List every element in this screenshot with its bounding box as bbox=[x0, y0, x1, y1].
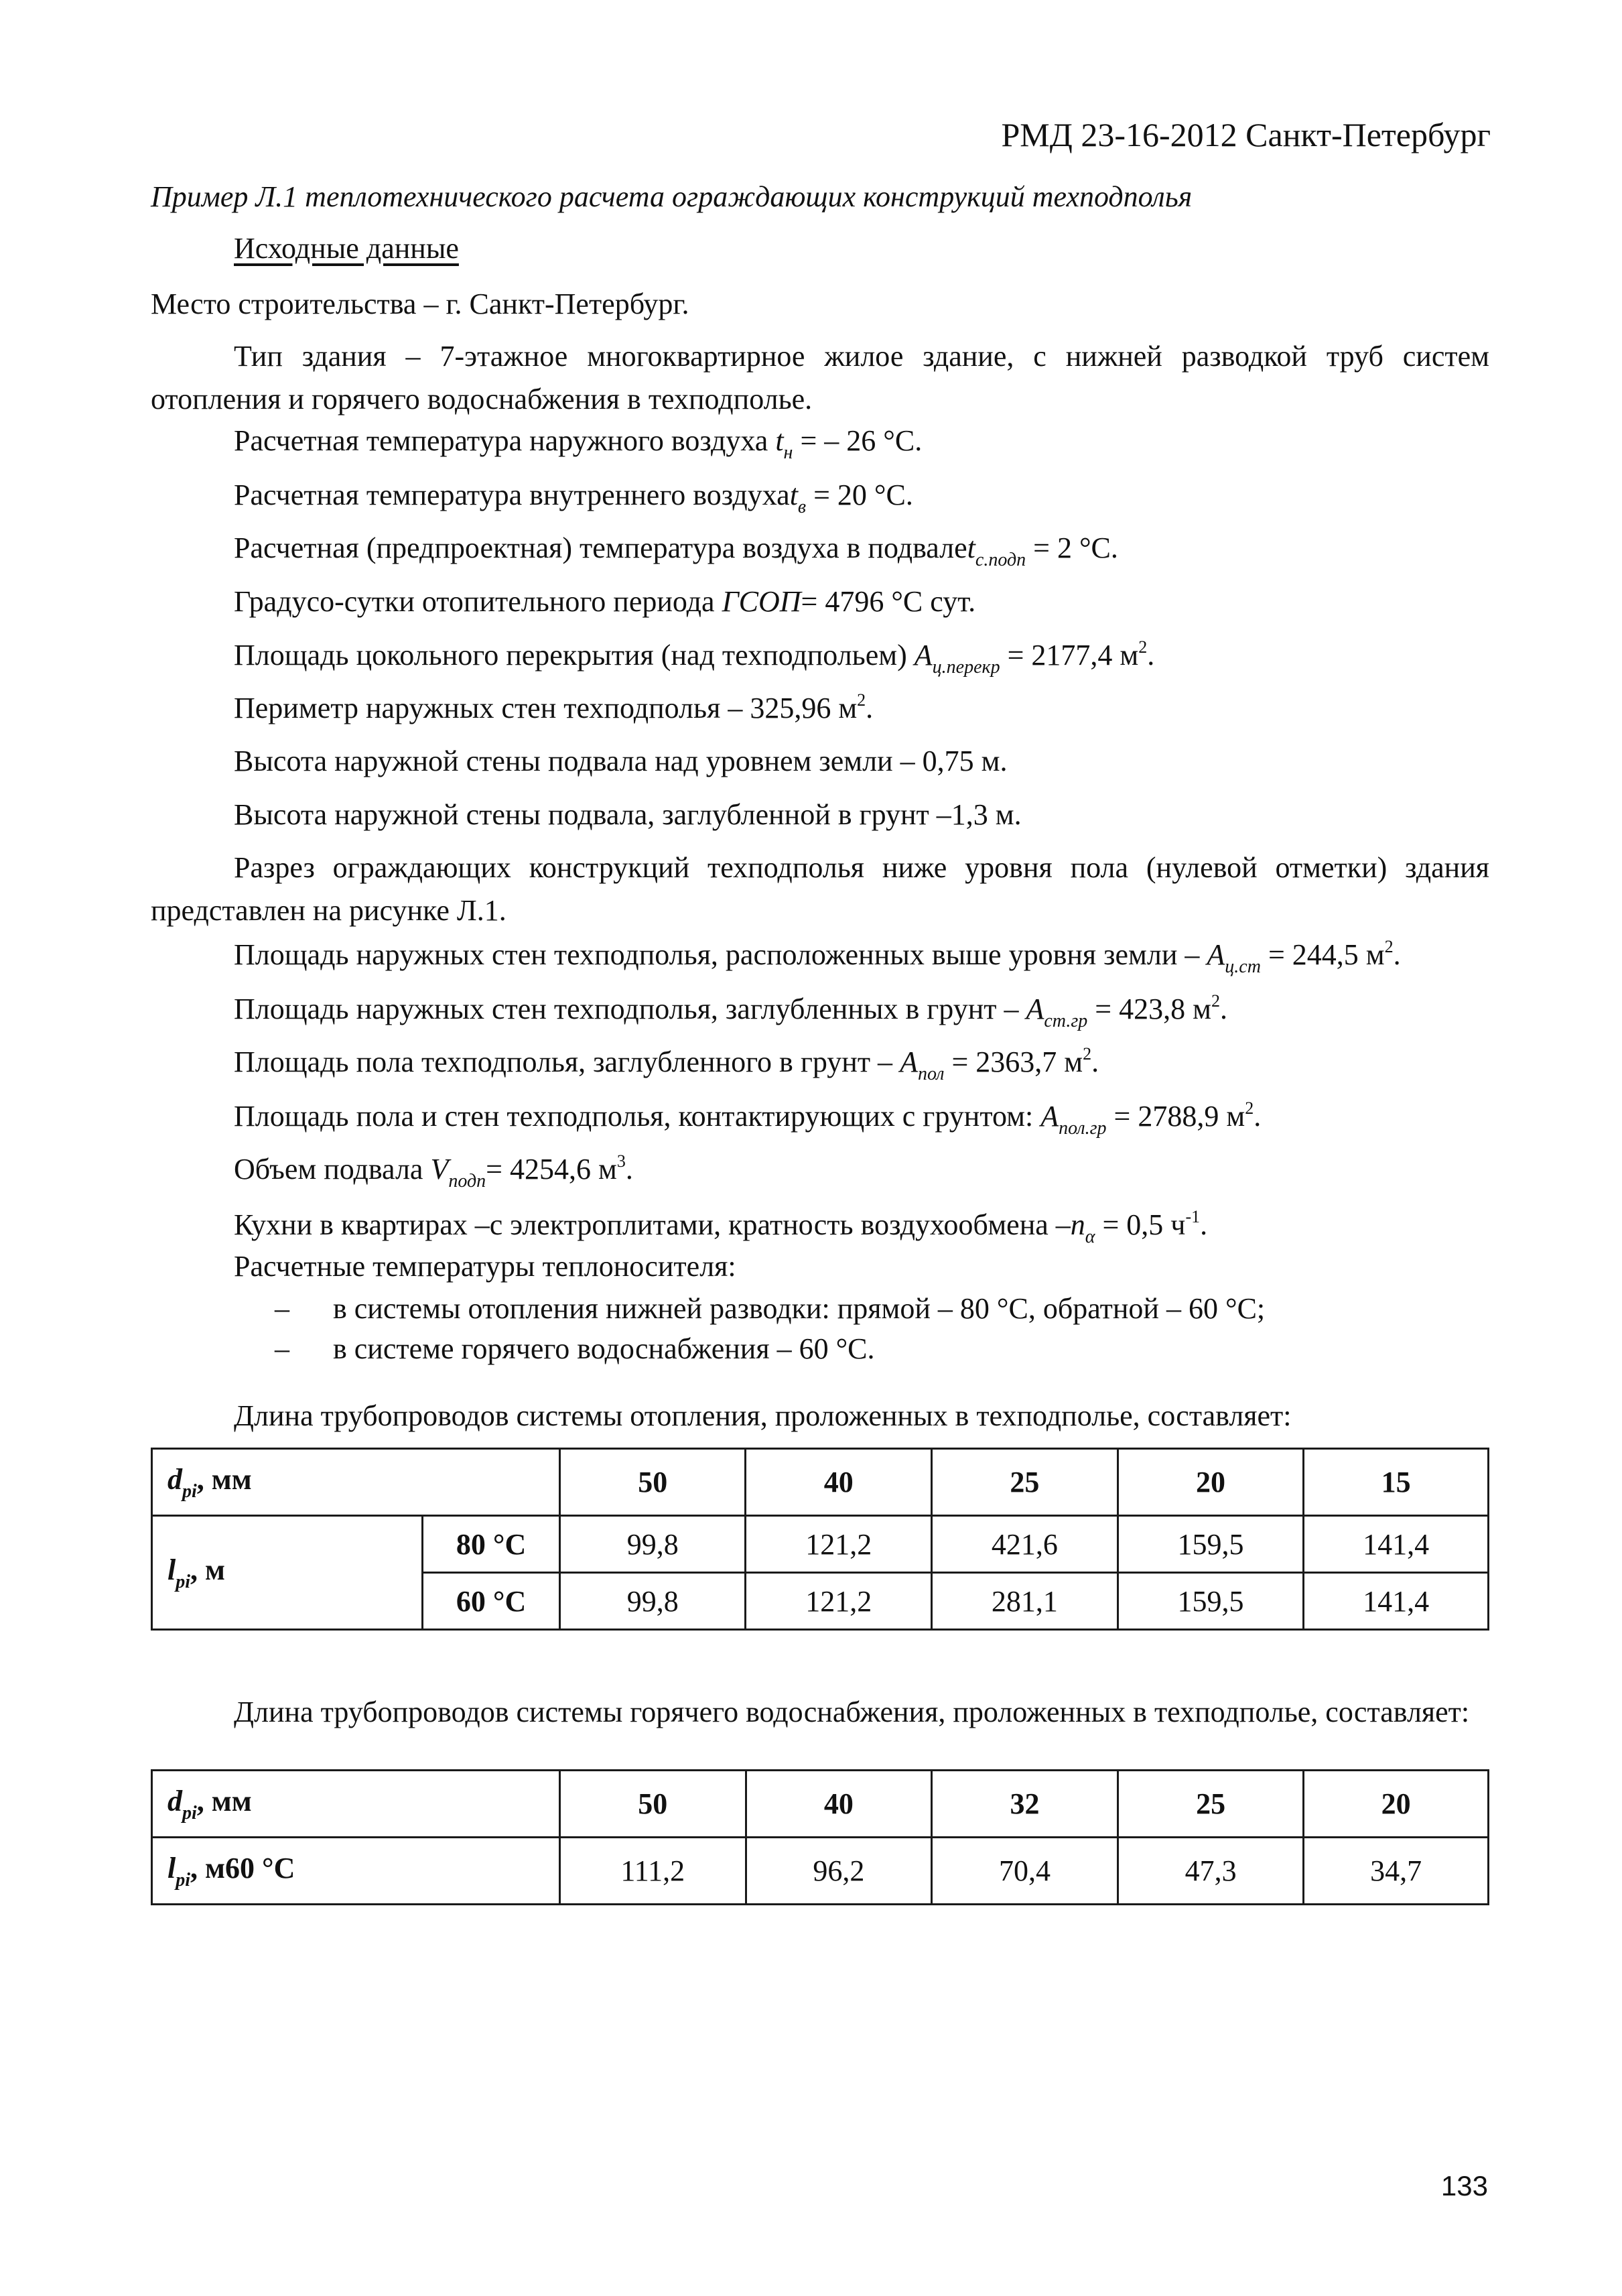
length-var: l bbox=[167, 1851, 176, 1885]
diameter-cell: 32 bbox=[932, 1771, 1118, 1838]
value-cell: 141,4 bbox=[1304, 1516, 1489, 1573]
table-row bbox=[152, 1449, 1489, 1516]
value-cell: 141,4 bbox=[1304, 1573, 1489, 1630]
wall-area-below-end: . bbox=[1219, 993, 1227, 1025]
length-sub: pi bbox=[176, 1869, 191, 1891]
diameter-sub: pi bbox=[182, 1802, 197, 1824]
diameter-cell: 25 bbox=[1118, 1771, 1304, 1838]
wall-area-above-end: . bbox=[1393, 938, 1401, 971]
floor-slab-area-value: = 2177,4 м bbox=[1000, 639, 1139, 672]
basement-volume-label: Объем подвала bbox=[234, 1153, 431, 1186]
degree-days-line bbox=[234, 583, 975, 620]
indoor-temp-label: Расчетная температура внутреннего воздуха bbox=[234, 479, 790, 511]
floor-area-var: A bbox=[900, 1045, 918, 1078]
ground-contact-area-value: = 2788,9 м bbox=[1106, 1100, 1245, 1133]
example-title: Пример Л.1 теплотехнического расчета ограждающих конструкций техподполья bbox=[151, 180, 1193, 213]
table-row bbox=[152, 1771, 1489, 1838]
outdoor-temp-value: = – 26 °С. bbox=[793, 424, 923, 457]
air-exchange-var: n bbox=[1070, 1208, 1085, 1241]
wall-area-above-sub: ц.ст bbox=[1225, 956, 1261, 977]
building-type-paragraph bbox=[151, 335, 1489, 421]
degree-days-value: = 4796 °С сут. bbox=[801, 585, 976, 618]
floor-slab-area-line bbox=[234, 637, 1154, 679]
length-sub: pi bbox=[176, 1571, 191, 1592]
perimeter-text: Периметр наружных стен техподполья – 325,96 м bbox=[234, 692, 858, 724]
floor-slab-area-label: Площадь цокольного перекрытия (над техподпольем) bbox=[234, 639, 915, 672]
document-header: РМД 23-16-2012 Санкт-Петербург bbox=[1001, 116, 1491, 153]
floor-area-sub: пол bbox=[917, 1064, 945, 1084]
section-figure-text: Разрез ограждающих конструкций техподполья ниже уровня пола (нулевой отметки) здания представлен на рисунке Л.1. bbox=[151, 851, 1489, 927]
ground-contact-area-line bbox=[234, 1098, 1261, 1140]
hot-water-temp-item: в системе горячего водоснабжения – 60 °С. bbox=[333, 1332, 875, 1365]
hot-water-pipes-caption bbox=[151, 1691, 1489, 1734]
length-unit: , м bbox=[190, 1553, 225, 1586]
wall-area-above-label: Площадь наружных стен техподполья, расположенных выше уровня земли – bbox=[234, 938, 1207, 971]
indoor-temp-var: t bbox=[789, 479, 798, 511]
wall-height-above-line: Высота наружной стены подвала над уровнем земли – 0,75 м. bbox=[234, 745, 1008, 777]
basement-temp-sub: с.подп bbox=[975, 550, 1026, 570]
diameter-cell: 20 bbox=[1304, 1771, 1489, 1838]
floor-area-value: = 2363,7 м bbox=[944, 1045, 1083, 1078]
value-cell: 99,8 bbox=[559, 1573, 746, 1630]
indoor-temp-value: = 20 °С. bbox=[806, 479, 913, 511]
floor-area-exp: 2 bbox=[1083, 1044, 1092, 1064]
section-figure-paragraph bbox=[151, 846, 1489, 932]
ground-contact-area-end: . bbox=[1254, 1100, 1262, 1133]
perimeter-end: . bbox=[866, 692, 874, 724]
value-cell: 121,2 bbox=[746, 1573, 932, 1630]
diameter-cell: 50 bbox=[559, 1449, 746, 1516]
temp-cell: 60 °С bbox=[423, 1573, 560, 1630]
value-cell: 159,5 bbox=[1118, 1516, 1304, 1573]
basement-volume-var: V bbox=[430, 1153, 449, 1186]
diameter-cell: 40 bbox=[746, 1449, 932, 1516]
floor-area-label: Площадь пола техподполья, заглубленного в грунт – bbox=[234, 1045, 900, 1078]
diameter-cell: 25 bbox=[932, 1449, 1118, 1516]
floor-slab-area-sub: ц.перекр bbox=[932, 657, 1000, 678]
basement-temp-var: t bbox=[967, 531, 975, 564]
diameter-header bbox=[152, 1449, 560, 1516]
value-cell: 99,8 bbox=[559, 1516, 746, 1573]
air-exchange-sub: α bbox=[1085, 1226, 1095, 1247]
value-cell: 421,6 bbox=[932, 1516, 1118, 1573]
wall-area-above-value: = 244,5 м bbox=[1260, 938, 1385, 971]
list-dash: – bbox=[275, 1332, 289, 1365]
floor-slab-area-var: A bbox=[914, 639, 933, 672]
outdoor-temp-line bbox=[234, 422, 922, 464]
air-exchange-end: . bbox=[1200, 1208, 1208, 1241]
heating-pipes-table bbox=[151, 1448, 1489, 1631]
table-row bbox=[152, 1838, 1489, 1905]
basement-temp-value: = 2 °С. bbox=[1026, 531, 1118, 564]
perimeter-line bbox=[234, 690, 873, 726]
heating-temps-item: в системы отопления нижней разводки: прямой – 80 °С, обратной – 60 °С; bbox=[333, 1292, 1266, 1325]
length-header bbox=[152, 1838, 560, 1905]
floor-slab-area-end: . bbox=[1147, 639, 1155, 672]
perimeter-exp: 2 bbox=[857, 690, 866, 710]
floor-area-line bbox=[234, 1043, 1099, 1086]
basement-volume-exp: 3 bbox=[616, 1151, 626, 1171]
wall-area-above-var: A bbox=[1207, 938, 1225, 971]
value-cell: 70,4 bbox=[932, 1838, 1118, 1905]
diameter-unit: , мм bbox=[196, 1462, 252, 1496]
indoor-temp-line bbox=[234, 476, 913, 519]
wall-area-below-line bbox=[234, 991, 1227, 1033]
basement-volume-value: = 4254,6 м bbox=[486, 1153, 617, 1186]
list-dash: – bbox=[275, 1292, 289, 1325]
wall-area-below-exp: 2 bbox=[1211, 991, 1220, 1011]
length-var: l bbox=[167, 1553, 176, 1586]
temp-cell: 80 °С bbox=[423, 1516, 560, 1573]
air-exchange-exp: -1 bbox=[1185, 1207, 1201, 1226]
wall-area-below-var: A bbox=[1026, 993, 1044, 1025]
basement-temp-label: Расчетная (предпроектная) температура воздуха в подвале bbox=[234, 531, 967, 564]
value-cell: 34,7 bbox=[1304, 1838, 1489, 1905]
diameter-header bbox=[152, 1771, 560, 1838]
ground-contact-area-exp: 2 bbox=[1245, 1098, 1254, 1118]
wall-area-below-sub: ст.гр bbox=[1044, 1011, 1088, 1031]
basement-volume-line bbox=[234, 1151, 633, 1193]
air-exchange-label: Кухни в квартирах –с электроплитами, кратность воздухообмена – bbox=[234, 1208, 1071, 1241]
section-heading: Исходные данные bbox=[234, 232, 459, 265]
air-exchange-value: = 0,5 ч bbox=[1095, 1208, 1186, 1241]
heating-pipes-caption: Длина трубопроводов системы отопления, проложенных в техподполье, составляет: bbox=[234, 1399, 1292, 1432]
hot-water-pipes-table bbox=[151, 1769, 1489, 1905]
wall-height-below-line: Высота наружной стены подвала, заглубленной в грунт –1,3 м. bbox=[234, 798, 1022, 831]
outdoor-temp-label: Расчетная температура наружного воздуха bbox=[234, 424, 776, 457]
basement-volume-sub: подп bbox=[448, 1171, 486, 1192]
building-type-text: Тип здания – 7-этажное многоквартирное жилое здание, с нижней разводкой труб систем отопления и горячего водоснабжения в техподполье. bbox=[151, 340, 1489, 416]
value-cell: 159,5 bbox=[1118, 1573, 1304, 1630]
wall-area-above-line bbox=[234, 936, 1401, 978]
diameter-var: d bbox=[167, 1784, 182, 1817]
diameter-cell: 50 bbox=[559, 1771, 746, 1838]
degree-days-label: Градусо-сутки отопительного периода bbox=[234, 585, 722, 618]
diameter-unit: , мм bbox=[196, 1784, 252, 1817]
ground-contact-area-var: A bbox=[1040, 1100, 1059, 1133]
indoor-temp-sub: в bbox=[797, 497, 807, 517]
coolant-temps-heading: Расчетные температуры теплоносителя: bbox=[234, 1250, 736, 1283]
diameter-cell: 20 bbox=[1118, 1449, 1304, 1516]
basement-volume-end: . bbox=[625, 1153, 633, 1186]
diameter-cell: 40 bbox=[746, 1771, 932, 1838]
ground-contact-area-label: Площадь пола и стен техподполья, контактирующих с грунтом: bbox=[234, 1100, 1041, 1133]
basement-temp-line bbox=[234, 529, 1118, 572]
page-number: 133 bbox=[1440, 2170, 1488, 2202]
length-header bbox=[152, 1516, 423, 1630]
outdoor-temp-sub: н bbox=[783, 442, 793, 463]
ground-contact-area-sub: пол.гр bbox=[1059, 1118, 1107, 1139]
value-cell: 121,2 bbox=[746, 1516, 932, 1573]
air-exchange-line bbox=[234, 1206, 1207, 1249]
floor-area-end: . bbox=[1091, 1045, 1099, 1078]
wall-area-below-label: Площадь наружных стен техподполья, заглубленных в грунт – bbox=[234, 993, 1026, 1025]
length-unit: , м60 °С bbox=[190, 1851, 295, 1885]
wall-area-below-value: = 423,8 м bbox=[1087, 993, 1211, 1025]
value-cell: 96,2 bbox=[746, 1838, 932, 1905]
wall-area-above-exp: 2 bbox=[1384, 937, 1394, 956]
hot-water-pipes-caption-text: Длина трубопроводов системы горячего водоснабжения, проложенных в техподполье, составляет: bbox=[234, 1696, 1470, 1728]
table-row bbox=[152, 1516, 1489, 1573]
floor-slab-area-exp: 2 bbox=[1138, 637, 1148, 657]
value-cell: 111,2 bbox=[559, 1838, 746, 1905]
value-cell: 281,1 bbox=[932, 1573, 1118, 1630]
diameter-sub: pi bbox=[182, 1480, 197, 1502]
outdoor-temp-var: t bbox=[775, 424, 784, 457]
degree-days-var: ГСОП bbox=[722, 585, 801, 618]
construction-site-line: Место строительства – г. Санкт-Петербург. bbox=[151, 288, 689, 320]
value-cell: 47,3 bbox=[1118, 1838, 1304, 1905]
diameter-cell: 15 bbox=[1304, 1449, 1489, 1516]
diameter-var: d bbox=[167, 1462, 182, 1496]
